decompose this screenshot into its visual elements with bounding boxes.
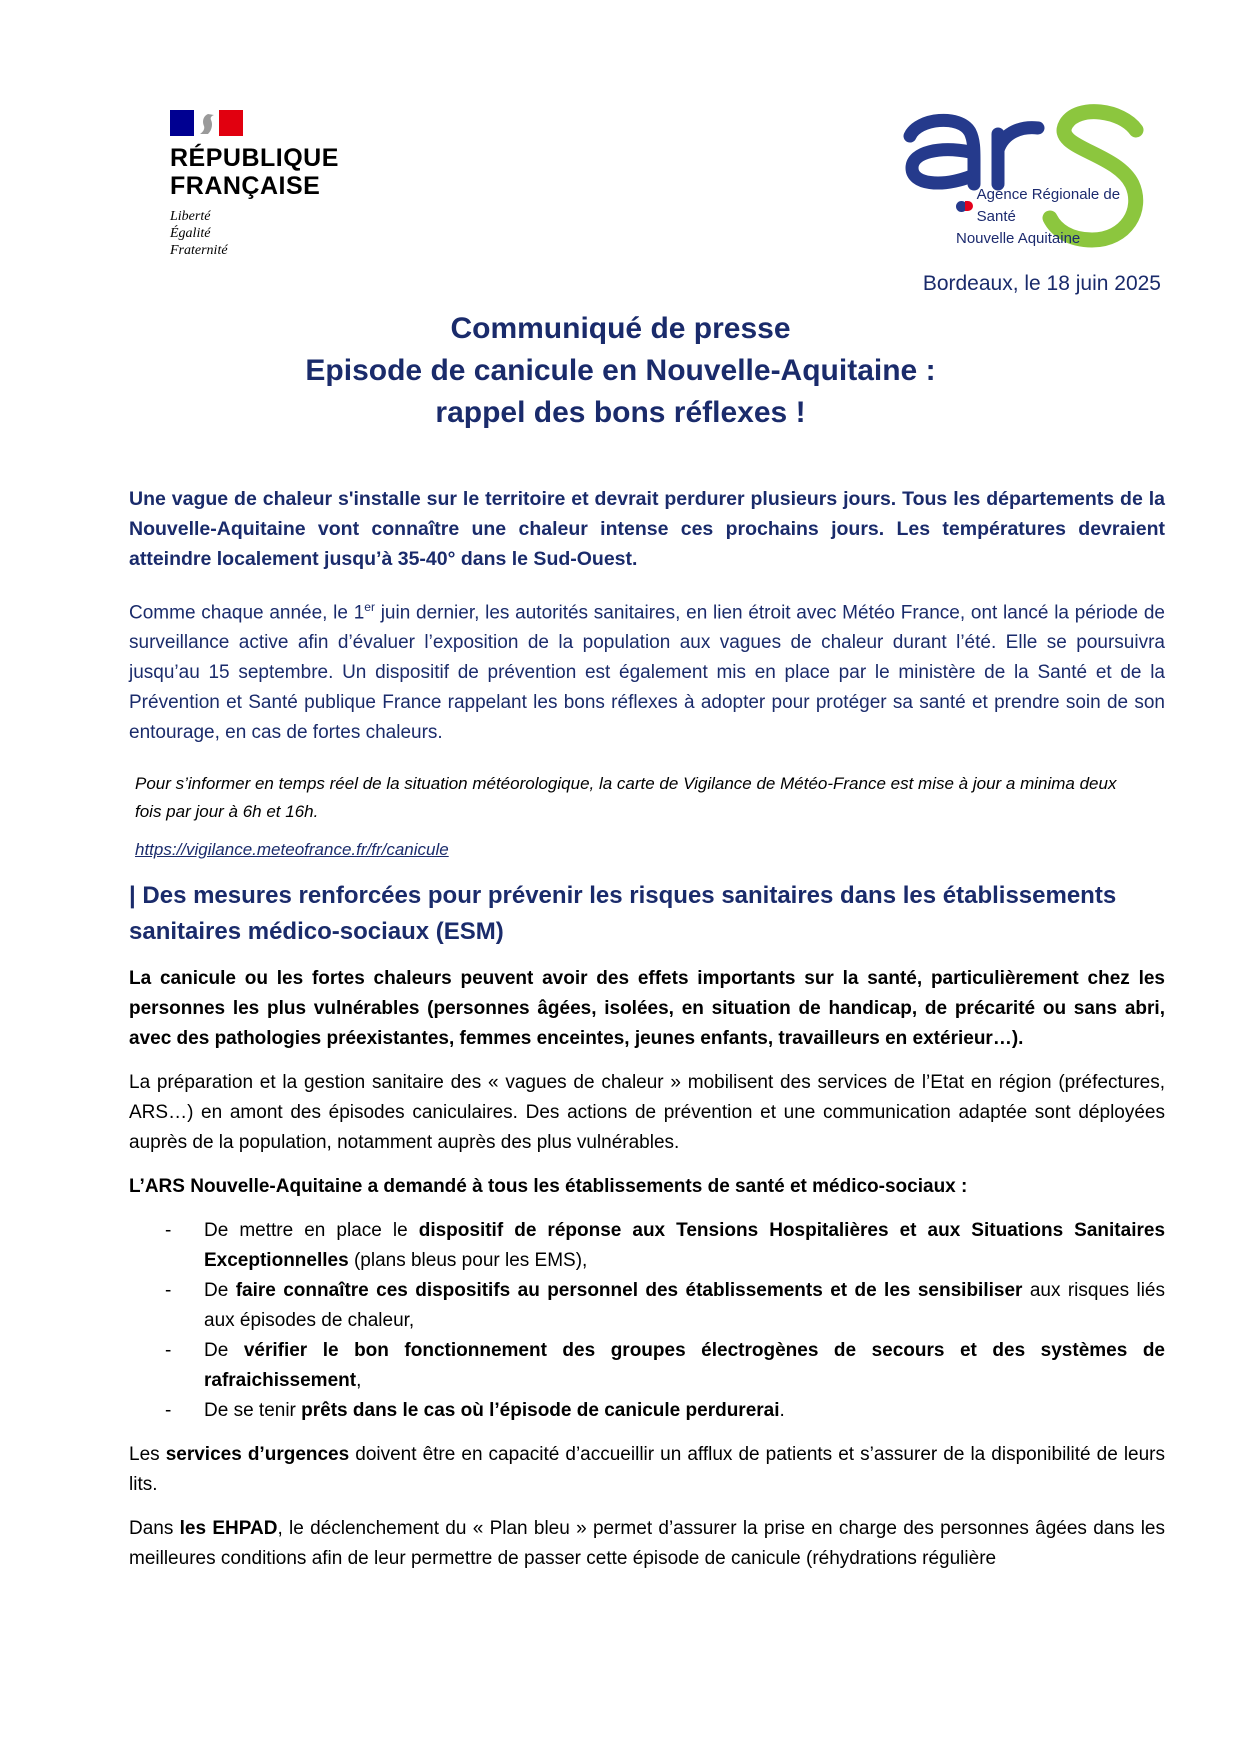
republique-motto: Liberté Égalité Fraternité — [170, 209, 228, 258]
ars-region-name: Nouvelle Aquitaine — [956, 230, 1081, 247]
list-item: - De faire connaître ces dispositifs au personnel des établissements et de les sensibiliser aux risques liés aux épisodes de chaleur, — [129, 1276, 1165, 1336]
release-date: Bordeaux, le 18 juin 2025 — [922, 272, 1161, 295]
vigilance-link[interactable]: https://vigilance.meteofrance.fr/fr/canicule — [135, 840, 449, 860]
title-line-3: rappel des bons réflexes ! — [435, 396, 806, 429]
body-content — [129, 484, 1165, 1588]
title-line-1: Communiqué de presse — [450, 312, 791, 345]
ehpad-paragraph: Dans les EHPAD, le déclenchement du « Plan bleu » permet d’assurer la prise en charge des personnes âgées dans les meilleures conditions afin de leur permettre de passer cette épisode de canicule (réhydrations régulière — [129, 1518, 1165, 1570]
vulnerable-paragraph: La canicule ou les fortes chaleurs peuvent avoir des effets importants sur la santé, particulièrement chez les personnes les plus vulnérables (personnes âgées, isolées, en situation de handicap, de précarité ou sans abri, avec des pathologies préexistantes, femmes enceintes, jeunes enfants, travailleurs en extérieur…). — [129, 968, 1165, 1050]
republique-francaise-logo — [170, 110, 370, 259]
section-heading: | Des mesures renforcées pour prévenir les risques sanitaires dans les établissements sanitaires médico-sociaux (ESM) — [129, 882, 1117, 946]
republique-name: RÉPUBLIQUE FRANÇAISE — [170, 144, 339, 200]
marianne-flag-icon — [170, 110, 243, 136]
title-line-2: Episode de canicule en Nouvelle-Aquitaine : — [305, 354, 936, 387]
ars-agency-name: Agence Régionale de Santé — [976, 186, 1121, 225]
intro-paragraph: Comme chaque année, le 1er juin dernier, les autorités sanitaires, en lien étroit avec Météo France, ont lancé la période de surveillance active afin d’évaluer l’exposition de la population aux vagues de chaleur durant l’été. Elle se poursuivra jusqu’au 15 septembre. Un dispositif de prévention est également mis en place par le ministère de la Santé et de la Prévention et Santé publique France rappelant les bons réflexes à adopter pour protéger sa santé et prendre soin de son entourage, en cas de fortes chaleurs. — [129, 600, 1166, 744]
lead-paragraph: Une vague de chaleur s'installe sur le territoire et devrait perdurer plusieurs jours. Tous les départements de la Nouvelle-Aquitaine vont connaître une chaleur intense ces prochains jours. Les températures devraient atteindre localement jusqu’à 35-40° dans le Sud-Ouest. — [129, 488, 1165, 570]
preparation-paragraph: La préparation et la gestion sanitaire des « vagues de chaleur » mobilisent des services de l’Etat en région (préfectures, ARS…) en amont des épisodes caniculaires. Des actions de prévention et une communication adaptée sont déployées auprès de la population, notamment auprès des plus vulnérables. — [129, 1072, 1165, 1154]
ars-logo — [900, 100, 1160, 255]
measures-list — [129, 1216, 1165, 1426]
ars-subtitle — [956, 184, 1160, 250]
urgences-paragraph: Les services d’urgences doivent être en capacité d’accueillir un afflux de patients et s’assurer de la disponibilité de leurs lits. — [129, 1444, 1166, 1496]
list-item: - De vérifier le bon fonctionnement des groupes électrogènes de secours et des systèmes de rafraichissement, — [129, 1336, 1165, 1396]
list-item: - De mettre en place le dispositif de réponse aux Tensions Hospitalières et aux Situations Sanitaires Exceptionnelles (plans bleus pour les EMS), — [129, 1216, 1165, 1276]
list-item: - De se tenir prêts dans le cas où l’épisode de canicule perdurerai. — [129, 1396, 1165, 1426]
vigilance-note: Pour s’informer en temps réel de la situation météorologique, la carte de Vigilance de Météo-France est mise à jour a minima deux fois par jour à 6h et 16h. — [135, 774, 1117, 822]
page-title — [100, 308, 1141, 434]
ars-request-paragraph: L’ARS Nouvelle-Aquitaine a demandé à tous les établissements de santé et médico-sociaux : — [129, 1176, 968, 1198]
red-dot-icon — [965, 201, 973, 211]
